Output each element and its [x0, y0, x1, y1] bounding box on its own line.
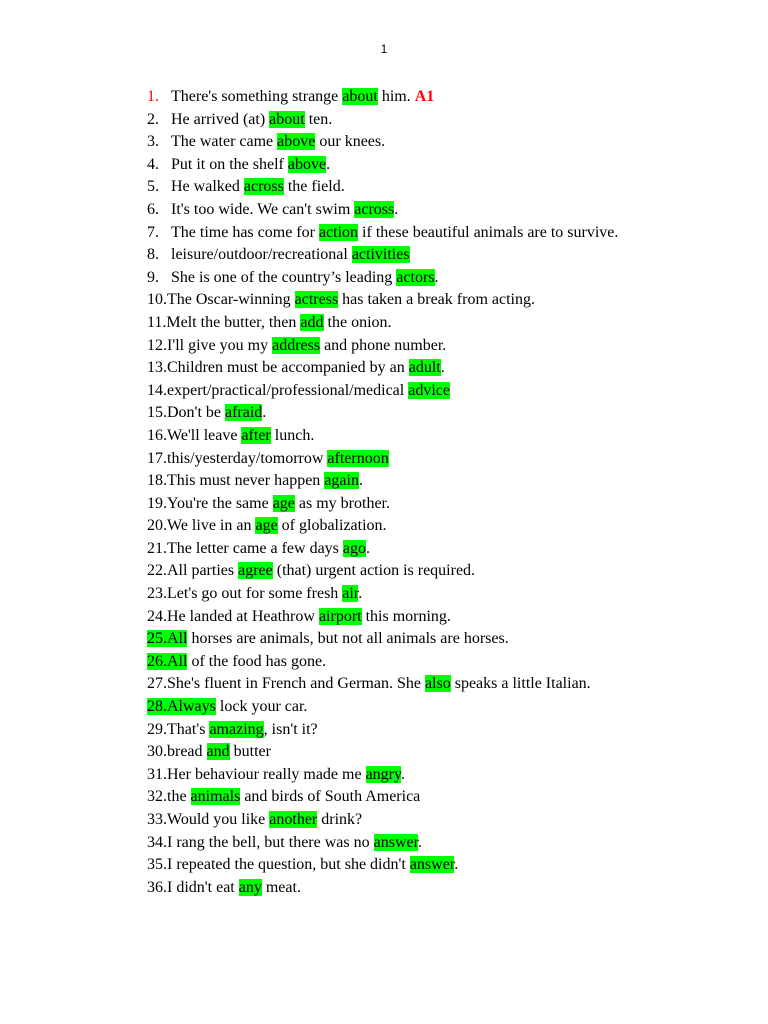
highlighted-word: agree: [238, 562, 273, 580]
item-sentence: [167, 809, 667, 832]
sentence-text: the field.: [283, 178, 345, 196]
level-badge: A1: [414, 88, 435, 105]
sentence-text: There's something strange: [171, 88, 343, 105]
highlighted-word: adult: [408, 359, 441, 377]
item-sentence: [167, 357, 667, 380]
sentence-text: She is one of the country’s leading: [171, 268, 397, 286]
item-number: 20.: [147, 517, 167, 535]
item-number: 13.: [147, 359, 167, 377]
highlighted-word: angry: [365, 765, 401, 783]
item-sentence: [167, 402, 667, 425]
item-number: 17.: [147, 449, 167, 467]
item-sentence: [167, 832, 667, 855]
sentence-text: I rang the bell, but there was no: [167, 833, 374, 851]
item-sentence: [171, 199, 667, 222]
sentence-text: the: [167, 788, 191, 806]
list-item: [147, 493, 667, 516]
item-sentence: [147, 628, 667, 651]
item-number: 1.: [147, 88, 159, 105]
sentence-text: I didn't eat: [167, 878, 239, 896]
sentence-text: butter: [229, 743, 271, 761]
item-sentence: [171, 154, 667, 177]
sentence-text: .: [262, 404, 267, 422]
item-sentence: [167, 289, 667, 312]
sentence-text: I repeated the question, but she didn't: [167, 856, 410, 874]
sentence-text: I'll give you my: [167, 336, 273, 354]
sentence-text: speaks a little Italian.: [450, 675, 591, 693]
item-sentence: [167, 786, 667, 809]
sentence-text: .: [434, 268, 439, 286]
list-item: [147, 832, 667, 855]
item-sentence: [167, 470, 667, 493]
item-sentence: [171, 176, 667, 199]
item-sentence: [167, 425, 667, 448]
sentence-text: horses are animals, but not all animals are horses.: [187, 630, 509, 648]
item-sentence: [147, 651, 667, 674]
highlighted-word: activities: [351, 246, 410, 264]
sentence-text: The water came: [171, 133, 278, 151]
highlighted-word: afraid: [224, 404, 263, 422]
item-number: 12.: [147, 336, 167, 354]
item-number: 4.: [147, 155, 159, 173]
highlighted-word: age: [255, 517, 278, 535]
highlighted-word: animals: [190, 788, 241, 806]
item-sentence: [167, 335, 667, 358]
list-item: [147, 764, 667, 787]
sentence-text: has taken a break from acting.: [338, 291, 535, 309]
item-sentence: [167, 854, 667, 877]
item-sentence: [167, 673, 667, 696]
sentence-text: He arrived (at): [171, 110, 270, 128]
sentence-text: .: [326, 155, 331, 173]
list-item: [147, 425, 667, 448]
item-number: 34.: [147, 833, 167, 851]
list-item: [147, 199, 667, 222]
sentence-text: All parties: [167, 562, 239, 580]
sentence-text: this morning.: [361, 607, 451, 625]
list-item: [147, 560, 667, 583]
list-item: [147, 628, 667, 651]
item-sentence: [167, 515, 667, 538]
item-sentence: [171, 131, 667, 154]
item-number: 24.: [147, 607, 167, 625]
list-item: [147, 470, 667, 493]
item-sentence: [171, 86, 667, 109]
list-item: [147, 357, 667, 380]
sentence-text: Melt the butter, then: [166, 313, 301, 331]
item-sentence: [167, 448, 667, 471]
list-item: [147, 154, 667, 177]
list-item: [147, 176, 667, 199]
item-number: 14.: [147, 381, 167, 399]
list-item: [147, 741, 667, 764]
highlighted-word: afternoon: [327, 449, 389, 467]
sentence-text: lunch.: [270, 426, 315, 444]
item-number: 2.: [147, 110, 159, 128]
sentence-text: meat.: [261, 878, 301, 896]
sentence-text: leisure/outdoor/recreational: [171, 246, 352, 264]
sentence-text: our knees.: [315, 133, 386, 151]
list-item: [147, 538, 667, 561]
item-number: 23.: [147, 585, 167, 603]
highlighted-word: All: [167, 630, 188, 648]
sentence-text: lock your car.: [215, 698, 308, 716]
list-item: [147, 222, 667, 245]
sentence-text: bread: [167, 743, 207, 761]
item-sentence: [167, 877, 667, 900]
item-number: 11.: [147, 313, 167, 331]
highlighted-word: again: [324, 472, 359, 490]
sentence-text: .: [358, 472, 363, 490]
sentence-text: This must never happen: [167, 472, 325, 490]
highlighted-word: age: [272, 494, 295, 512]
sentence-text: You're the same: [167, 494, 273, 512]
sentence-text: .: [358, 585, 363, 603]
list-item: [147, 583, 667, 606]
list-item: [147, 244, 667, 267]
list-item: [147, 606, 667, 629]
item-number: 36.: [147, 878, 167, 896]
item-sentence: [171, 222, 667, 245]
list-item: [147, 380, 667, 403]
sentence-text: .: [418, 833, 423, 851]
item-number: 8.: [147, 246, 159, 264]
highlighted-word: airport: [318, 607, 362, 625]
list-item: [147, 402, 667, 425]
sentence-text: Would you like: [167, 811, 270, 828]
item-number: 22.: [147, 562, 167, 580]
highlighted-word: actors: [396, 268, 435, 286]
highlighted-word: and: [206, 743, 230, 761]
sentence-text: , isn't it?: [263, 720, 318, 738]
highlighted-word: any: [238, 878, 262, 896]
sentence-text: expert/practical/professional/medical: [167, 381, 409, 399]
sentence-text: drink?: [317, 811, 363, 828]
list-item: [147, 86, 667, 109]
list-item: [147, 651, 667, 674]
sentence-text: if these beautiful animals are to survive.: [358, 223, 619, 241]
highlighted-word: across: [354, 200, 395, 218]
list-item: [147, 312, 667, 335]
highlighted-word: above: [277, 133, 316, 151]
item-sentence: [147, 696, 667, 719]
highlighted-word: answer: [409, 856, 455, 874]
highlighted-block: [147, 630, 187, 647]
sentence-text: The time has come for: [171, 223, 319, 241]
highlighted-word: address: [272, 336, 321, 354]
highlighted-word: about: [269, 110, 305, 128]
item-sentence: [171, 244, 667, 267]
page-number: 1: [380, 42, 388, 56]
sentence-text: Let's go out for some fresh: [167, 585, 343, 603]
highlighted-word: across: [243, 178, 284, 196]
sentence-text: Put it on the shelf: [171, 155, 288, 173]
item-sentence: [167, 560, 667, 583]
list-item: [147, 854, 667, 877]
sentence-text: him.: [377, 88, 415, 105]
sentence-text: We'll leave: [167, 426, 242, 444]
item-sentence: [167, 741, 667, 764]
item-sentence: [167, 380, 667, 403]
highlighted-block: [147, 698, 216, 715]
highlighted-word: answer: [373, 833, 419, 851]
sentence-text: Her behaviour really made me: [167, 765, 366, 783]
list-item: [147, 809, 667, 832]
item-sentence: [166, 312, 667, 335]
sentence-text: of globalization.: [277, 517, 387, 535]
item-sentence: [167, 606, 667, 629]
item-number: 5.: [147, 178, 159, 196]
list-item: [147, 109, 667, 132]
sentence-text: Don't be: [167, 404, 225, 422]
sentence-text: It's too wide. We can't swim: [171, 200, 355, 218]
highlighted-word: after: [241, 426, 271, 444]
highlighted-word: about: [342, 88, 378, 105]
sentence-list: [147, 86, 667, 899]
highlighted-word: actress: [294, 291, 339, 309]
sentence-text: The letter came a few days: [167, 539, 343, 557]
list-item: [147, 515, 667, 538]
item-sentence: [171, 109, 667, 132]
item-sentence: [167, 493, 667, 516]
highlighted-word: Always: [167, 698, 216, 716]
sentence-text: We live in an: [167, 517, 256, 535]
sentence-text: .: [454, 856, 459, 874]
sentence-text: and birds of South America: [240, 788, 421, 806]
highlighted-word: another: [269, 811, 318, 828]
item-number: 19.: [147, 494, 167, 512]
item-sentence: [167, 719, 667, 742]
sentence-text: the onion.: [323, 313, 392, 331]
item-number: 18.: [147, 472, 167, 490]
list-item: [147, 673, 667, 696]
sentence-text: The Oscar-winning: [167, 291, 295, 309]
list-item: [147, 877, 667, 900]
item-number: 10.: [147, 291, 167, 309]
highlighted-word: air: [342, 585, 359, 603]
item-number: 7.: [147, 223, 159, 241]
item-sentence: [171, 267, 667, 290]
highlighted-word: amazing: [209, 720, 264, 738]
item-number: 31.: [147, 765, 167, 783]
item-number: 30.: [147, 743, 167, 761]
sentence-text: Children must be accompanied by an: [167, 359, 409, 377]
list-item: [147, 267, 667, 290]
highlighted-word: add: [300, 313, 324, 331]
item-sentence: [167, 764, 667, 787]
sentence-text: .: [366, 539, 371, 557]
list-item: [147, 448, 667, 471]
item-number: 3.: [147, 133, 159, 151]
highlighted-word: also: [424, 675, 451, 693]
item-number: 21.: [147, 539, 167, 557]
list-item: [147, 696, 667, 719]
item-number: 6.: [147, 200, 159, 218]
sentence-text: That's: [167, 720, 210, 738]
item-number: 16.: [147, 426, 167, 444]
item-number: 27.: [147, 675, 167, 693]
sentence-text: and phone number.: [320, 336, 447, 354]
list-item: [147, 719, 667, 742]
list-item: [147, 786, 667, 809]
sentence-text: He walked: [171, 178, 244, 196]
item-number: 15.: [147, 404, 167, 422]
item-number: 9.: [147, 268, 159, 286]
item-number: 29.: [147, 720, 167, 738]
highlighted-word: action: [318, 223, 359, 241]
item-number: 28.: [147, 698, 167, 716]
sentence-text: He landed at Heathrow: [167, 607, 319, 625]
sentence-text: .: [400, 765, 405, 783]
item-sentence: [167, 538, 667, 561]
item-number: 32.: [147, 788, 167, 806]
highlighted-word: All: [167, 652, 188, 670]
list-item: [147, 131, 667, 154]
item-number: 35.: [147, 856, 167, 874]
sentence-text: (that) urgent action is required.: [272, 562, 476, 580]
sentence-text: as my brother.: [294, 494, 390, 512]
sentence-text: of the food has gone.: [187, 652, 327, 670]
highlighted-word: ago: [342, 539, 367, 557]
item-number: 25.: [147, 630, 167, 648]
sentence-text: this/yesterday/tomorrow: [167, 449, 328, 467]
highlighted-word: advice: [408, 381, 450, 399]
highlighted-word: above: [287, 155, 327, 173]
sentence-text: .: [394, 200, 399, 218]
sentence-text: .: [440, 359, 445, 377]
highlighted-block: [147, 653, 187, 670]
item-number: 33.: [147, 811, 167, 828]
item-sentence: [167, 583, 667, 606]
sentence-text: She's fluent in French and German. She: [167, 675, 425, 693]
sentence-text: ten.: [304, 110, 333, 128]
item-number: 26.: [147, 652, 167, 670]
list-item: [147, 335, 667, 358]
list-item: [147, 289, 667, 312]
